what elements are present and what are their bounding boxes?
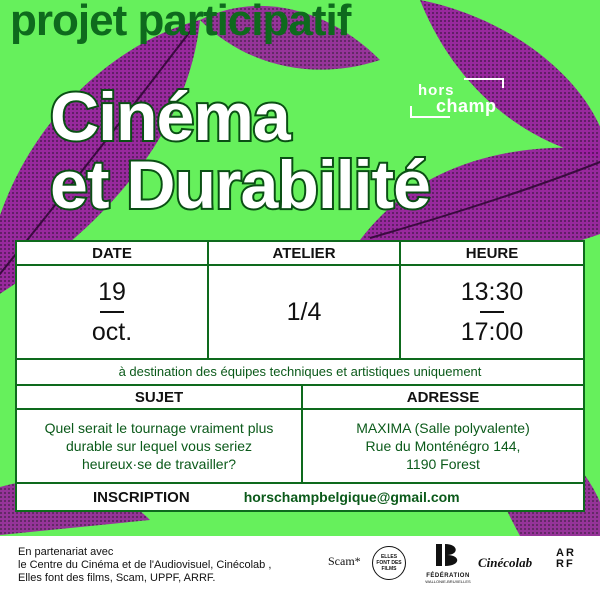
sujet-line-3: heureux·se de travailler?: [81, 456, 237, 472]
adresse-line-1: MAXIMA (Salle polyvalente): [356, 420, 530, 436]
partners-line-2: le Centre du Cinéma et de l'Audiovisuel, Cinécolab ,: [18, 559, 272, 571]
fwb-text-1: FÉDÉRATION: [426, 573, 470, 579]
logo-bracket-top: [464, 78, 504, 88]
atelier-value: 1/4: [207, 264, 401, 360]
horschamp-logo: [410, 76, 510, 122]
adresse-text: [301, 408, 585, 484]
elles-font-des-films-logo: ELLES FONT DES FILMS: [372, 546, 406, 580]
inscription-label: INSCRIPTION: [93, 488, 190, 506]
scam-logo: Scam*: [328, 554, 361, 568]
time-value: [399, 264, 585, 360]
adresse-line-3: 1190 Forest: [406, 456, 480, 472]
title-line-1: Cinéma: [50, 79, 290, 155]
time-start: 13:30: [460, 278, 524, 306]
time-end: 17:00: [460, 318, 524, 346]
inscription-email[interactable]: horschampbelgique@gmail.com: [243, 489, 460, 505]
date-dash: [100, 311, 124, 313]
tagline: projet participatif: [10, 0, 351, 45]
fwb-text-2: WALLONIE-BRUXELLES: [425, 579, 471, 584]
sujet-line-2: durable sur lequel vous seriez: [66, 438, 252, 454]
fwb-logo: [418, 542, 478, 584]
partners-line-1: En partenariat avec: [18, 546, 114, 558]
arrf-logo: ARRF: [556, 547, 576, 570]
sujet-text: [15, 408, 303, 484]
date-value: [15, 264, 209, 360]
fwb-icon: [433, 542, 463, 568]
sujet-header: SUJET: [15, 384, 303, 410]
inscription-row: [15, 482, 585, 512]
date-header: DATE: [15, 240, 209, 266]
date-month: oct.: [91, 318, 133, 346]
partners-footer: [0, 536, 600, 600]
heure-header: HEURE: [399, 240, 585, 266]
sujet-line-1: Quel serait le tournage vraiment plus: [44, 420, 274, 436]
adresse-line-2: Rue du Monténégro 144,: [365, 438, 521, 454]
atelier-header: ATELIER: [207, 240, 401, 266]
logo-text-champ: champ: [436, 96, 497, 116]
time-dash: [480, 311, 504, 313]
audience-note: à destination des équipes techniques et artistiques uniquement: [15, 358, 585, 386]
partners-line-3: Elles font des films, Scam, UPPF, ARRF.: [18, 572, 216, 584]
logo-text-hors: hors: [418, 82, 455, 99]
title-line-2: et Durabilité: [50, 147, 430, 223]
cinecolab-logo: Cinécolab: [478, 555, 533, 570]
date-day: 19: [98, 278, 126, 306]
partners-text: [18, 546, 271, 585]
adresse-header: ADRESSE: [301, 384, 585, 410]
